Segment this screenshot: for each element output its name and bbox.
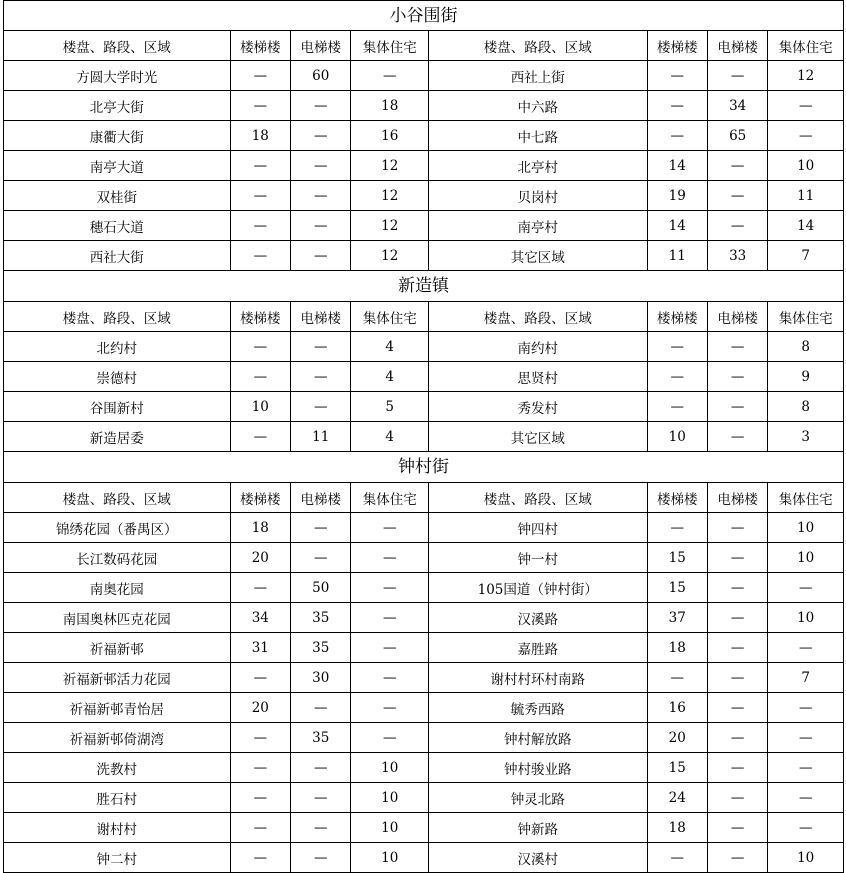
cell-stair-building: —: [230, 813, 290, 843]
cell-collective-housing: —: [351, 603, 429, 633]
cell-elevator-building: 30: [291, 663, 351, 693]
cell-stair-building: —: [230, 422, 290, 452]
cell-elevator-building: —: [291, 513, 351, 543]
cell-stair-building: —: [647, 332, 707, 362]
cell-collective-housing: —: [768, 633, 844, 663]
header-row: [4, 483, 844, 513]
cell-stair-building: —: [647, 362, 707, 392]
cell-elevator-building: —: [707, 362, 767, 392]
cell-collective-housing: 11: [768, 181, 844, 211]
cell-stair-building: 14: [647, 151, 707, 181]
cell-stair-building: —: [230, 573, 290, 603]
cell-stair-building: —: [230, 843, 290, 873]
cell-stair-building: —: [230, 151, 290, 181]
cell-area-name: 双桂街: [4, 181, 231, 211]
column-header-area-name: 楼盘、路段、区域: [4, 483, 231, 513]
table-row: [4, 332, 844, 362]
header-row: [4, 302, 844, 332]
cell-collective-housing: —: [768, 91, 844, 121]
cell-area-name: 钟一村: [429, 543, 648, 573]
cell-collective-housing: 12: [351, 151, 429, 181]
cell-elevator-building: —: [291, 362, 351, 392]
cell-area-name: 汉溪路: [429, 603, 648, 633]
cell-area-name: 方圆大学时光: [4, 61, 231, 91]
cell-stair-building: 37: [647, 603, 707, 633]
cell-stair-building: 10: [230, 392, 290, 422]
cell-stair-building: —: [647, 91, 707, 121]
cell-elevator-building: 33: [707, 241, 767, 271]
cell-elevator-building: 65: [707, 121, 767, 151]
cell-elevator-building: —: [291, 783, 351, 813]
cell-area-name: 思贤村: [429, 362, 648, 392]
cell-collective-housing: 10: [351, 843, 429, 873]
cell-area-name: 钟二村: [4, 843, 231, 873]
cell-collective-housing: —: [768, 783, 844, 813]
cell-elevator-building: —: [707, 603, 767, 633]
column-header-elevator-building: 电梯楼: [291, 31, 351, 61]
cell-area-name: 南亭大道: [4, 151, 231, 181]
cell-collective-housing: 7: [768, 241, 844, 271]
cell-elevator-building: —: [291, 332, 351, 362]
cell-area-name: 贝岗村: [429, 181, 648, 211]
cell-stair-building: 24: [647, 783, 707, 813]
section-table: [3, 482, 844, 873]
cell-collective-housing: —: [768, 723, 844, 753]
cell-stair-building: 31: [230, 633, 290, 663]
cell-area-name: 钟村骏业路: [429, 753, 648, 783]
cell-elevator-building: 35: [291, 723, 351, 753]
cell-stair-building: 15: [647, 753, 707, 783]
cell-collective-housing: 16: [351, 121, 429, 151]
header-row: [4, 31, 844, 61]
cell-collective-housing: —: [768, 813, 844, 843]
column-header-elevator-building: 电梯楼: [291, 483, 351, 513]
cell-elevator-building: —: [291, 693, 351, 723]
cell-collective-housing: 10: [351, 783, 429, 813]
cell-area-name: 105国道（钟村街）: [429, 573, 648, 603]
cell-collective-housing: —: [351, 723, 429, 753]
cell-area-name: 谢村村环村南路: [429, 663, 648, 693]
cell-collective-housing: 4: [351, 362, 429, 392]
cell-collective-housing: 4: [351, 332, 429, 362]
cell-elevator-building: —: [707, 783, 767, 813]
column-header-stair-building: 楼梯楼: [647, 302, 707, 332]
column-header-elevator-building: 电梯楼: [707, 302, 767, 332]
cell-collective-housing: —: [768, 573, 844, 603]
table-row: [4, 663, 844, 693]
cell-collective-housing: 10: [768, 151, 844, 181]
cell-stair-building: 20: [230, 693, 290, 723]
section-title: 小谷围街: [3, 0, 844, 30]
cell-area-name: 南约村: [429, 332, 648, 362]
cell-elevator-building: —: [707, 753, 767, 783]
cell-elevator-building: 60: [291, 61, 351, 91]
cell-collective-housing: 14: [768, 211, 844, 241]
cell-area-name: 祈福新邨倚湖湾: [4, 723, 231, 753]
cell-area-name: 北亭村: [429, 151, 648, 181]
cell-elevator-building: 35: [291, 603, 351, 633]
cell-collective-housing: 12: [768, 61, 844, 91]
column-header-area-name: 楼盘、路段、区域: [429, 483, 648, 513]
cell-elevator-building: —: [291, 211, 351, 241]
cell-stair-building: 18: [647, 813, 707, 843]
cell-stair-building: 18: [230, 121, 290, 151]
cell-stair-building: 18: [230, 513, 290, 543]
cell-collective-housing: —: [351, 61, 429, 91]
cell-elevator-building: 11: [291, 422, 351, 452]
table-row: [4, 843, 844, 873]
cell-collective-housing: 10: [768, 843, 844, 873]
cell-elevator-building: 34: [707, 91, 767, 121]
cell-collective-housing: 18: [351, 91, 429, 121]
cell-elevator-building: —: [707, 693, 767, 723]
cell-stair-building: —: [647, 843, 707, 873]
cell-area-name: 嘉胜路: [429, 633, 648, 663]
cell-stair-building: 15: [647, 573, 707, 603]
cell-elevator-building: —: [707, 663, 767, 693]
cell-area-name: 谷围新村: [4, 392, 231, 422]
cell-collective-housing: —: [768, 693, 844, 723]
column-header-stair-building: 楼梯楼: [230, 31, 290, 61]
table-row: [4, 211, 844, 241]
cell-stair-building: 16: [647, 693, 707, 723]
cell-area-name: 崇德村: [4, 362, 231, 392]
cell-area-name: 新造居委: [4, 422, 231, 452]
table-row: [4, 513, 844, 543]
column-header-collective-housing: 集体住宅: [351, 302, 429, 332]
cell-elevator-building: —: [707, 513, 767, 543]
cell-elevator-building: —: [707, 332, 767, 362]
cell-stair-building: —: [647, 121, 707, 151]
cell-elevator-building: —: [707, 392, 767, 422]
cell-area-name: 祈福新邨青怡居: [4, 693, 231, 723]
column-header-collective-housing: 集体住宅: [351, 483, 429, 513]
column-header-area-name: 楼盘、路段、区域: [4, 31, 231, 61]
column-header-stair-building: 楼梯楼: [230, 483, 290, 513]
cell-elevator-building: 50: [291, 573, 351, 603]
cell-stair-building: 14: [647, 211, 707, 241]
cell-area-name: 毓秀西路: [429, 693, 648, 723]
cell-area-name: 北亭大街: [4, 91, 231, 121]
cell-elevator-building: —: [707, 573, 767, 603]
cell-collective-housing: 5: [351, 392, 429, 422]
cell-collective-housing: —: [351, 513, 429, 543]
cell-elevator-building: —: [707, 422, 767, 452]
table-row: [4, 723, 844, 753]
cell-stair-building: —: [647, 663, 707, 693]
cell-collective-housing: 10: [768, 603, 844, 633]
cell-stair-building: —: [230, 241, 290, 271]
column-header-collective-housing: 集体住宅: [351, 31, 429, 61]
cell-collective-housing: 8: [768, 392, 844, 422]
cell-area-name: 洗教村: [4, 753, 231, 783]
cell-elevator-building: —: [291, 181, 351, 211]
table-row: [4, 121, 844, 151]
cell-area-name: 胜石村: [4, 783, 231, 813]
table-row: [4, 543, 844, 573]
cell-collective-housing: 10: [351, 813, 429, 843]
table-row: [4, 422, 844, 452]
cell-collective-housing: 3: [768, 422, 844, 452]
table-row: [4, 603, 844, 633]
cell-stair-building: 15: [647, 543, 707, 573]
cell-area-name: 穗石大道: [4, 211, 231, 241]
table-row: [4, 753, 844, 783]
cell-area-name: 南奥花园: [4, 573, 231, 603]
table-row: [4, 362, 844, 392]
cell-elevator-building: —: [707, 723, 767, 753]
cell-stair-building: —: [230, 332, 290, 362]
cell-elevator-building: —: [291, 151, 351, 181]
cell-elevator-building: 35: [291, 633, 351, 663]
column-header-stair-building: 楼梯楼: [647, 483, 707, 513]
cell-elevator-building: —: [707, 813, 767, 843]
cell-area-name: 中七路: [429, 121, 648, 151]
cell-stair-building: —: [647, 513, 707, 543]
table-row: [4, 813, 844, 843]
section-title: 新造镇: [3, 271, 844, 301]
cell-elevator-building: —: [291, 843, 351, 873]
cell-stair-building: —: [230, 663, 290, 693]
cell-elevator-building: —: [707, 211, 767, 241]
cell-stair-building: —: [230, 783, 290, 813]
column-header-elevator-building: 电梯楼: [707, 483, 767, 513]
cell-elevator-building: —: [707, 61, 767, 91]
cell-collective-housing: —: [351, 633, 429, 663]
cell-collective-housing: 4: [351, 422, 429, 452]
table-row: [4, 61, 844, 91]
cell-elevator-building: —: [291, 813, 351, 843]
cell-collective-housing: 10: [768, 543, 844, 573]
cell-area-name: 钟村解放路: [429, 723, 648, 753]
cell-area-name: 南亭村: [429, 211, 648, 241]
section-title: 钟村街: [3, 452, 844, 482]
table-row: [4, 783, 844, 813]
cell-stair-building: 20: [647, 723, 707, 753]
housing-table-document: [3, 0, 844, 873]
cell-area-name: 谢村村: [4, 813, 231, 843]
cell-collective-housing: 7: [768, 663, 844, 693]
cell-area-name: 祈福新邨: [4, 633, 231, 663]
cell-area-name: 其它区域: [429, 241, 648, 271]
cell-elevator-building: —: [291, 392, 351, 422]
cell-area-name: 钟灵北路: [429, 783, 648, 813]
cell-area-name: 中六路: [429, 91, 648, 121]
cell-collective-housing: 12: [351, 241, 429, 271]
cell-collective-housing: 12: [351, 211, 429, 241]
table-row: [4, 241, 844, 271]
column-header-collective-housing: 集体住宅: [768, 302, 844, 332]
table-row: [4, 693, 844, 723]
cell-area-name: 长江数码花园: [4, 543, 231, 573]
cell-area-name: 钟新路: [429, 813, 648, 843]
cell-elevator-building: —: [707, 843, 767, 873]
column-header-area-name: 楼盘、路段、区域: [429, 31, 648, 61]
cell-stair-building: 20: [230, 543, 290, 573]
column-header-area-name: 楼盘、路段、区域: [4, 302, 231, 332]
cell-elevator-building: —: [291, 91, 351, 121]
cell-area-name: 祈福新邨活力花园: [4, 663, 231, 693]
cell-stair-building: —: [230, 61, 290, 91]
cell-elevator-building: —: [707, 151, 767, 181]
cell-collective-housing: —: [351, 573, 429, 603]
table-row: [4, 633, 844, 663]
cell-area-name: 南国奥林匹克花园: [4, 603, 231, 633]
table-row: [4, 151, 844, 181]
cell-elevator-building: —: [291, 121, 351, 151]
cell-area-name: 秀发村: [429, 392, 648, 422]
cell-stair-building: 11: [647, 241, 707, 271]
cell-collective-housing: 12: [351, 181, 429, 211]
cell-elevator-building: —: [707, 181, 767, 211]
table-row: [4, 392, 844, 422]
cell-area-name: 西社上街: [429, 61, 648, 91]
cell-elevator-building: —: [291, 241, 351, 271]
cell-collective-housing: —: [768, 121, 844, 151]
column-header-area-name: 楼盘、路段、区域: [429, 302, 648, 332]
column-header-collective-housing: 集体住宅: [768, 483, 844, 513]
cell-collective-housing: —: [351, 543, 429, 573]
cell-stair-building: —: [230, 181, 290, 211]
cell-collective-housing: 9: [768, 362, 844, 392]
cell-stair-building: —: [230, 91, 290, 121]
column-header-elevator-building: 电梯楼: [291, 302, 351, 332]
cell-area-name: 钟四村: [429, 513, 648, 543]
cell-collective-housing: —: [351, 663, 429, 693]
cell-area-name: 北约村: [4, 332, 231, 362]
cell-area-name: 西社大街: [4, 241, 231, 271]
cell-elevator-building: —: [707, 633, 767, 663]
cell-collective-housing: —: [768, 753, 844, 783]
cell-area-name: 康衢大街: [4, 121, 231, 151]
column-header-stair-building: 楼梯楼: [647, 31, 707, 61]
cell-area-name: 汉溪村: [429, 843, 648, 873]
column-header-collective-housing: 集体住宅: [768, 31, 844, 61]
cell-collective-housing: 10: [768, 513, 844, 543]
section-table: [3, 30, 844, 271]
cell-elevator-building: —: [291, 543, 351, 573]
table-row: [4, 573, 844, 603]
cell-area-name: 锦绣花园（番禺区）: [4, 513, 231, 543]
cell-stair-building: —: [230, 362, 290, 392]
column-header-stair-building: 楼梯楼: [230, 302, 290, 332]
cell-stair-building: —: [230, 753, 290, 783]
cell-stair-building: —: [647, 61, 707, 91]
section-table: [3, 301, 844, 452]
table-row: [4, 181, 844, 211]
cell-stair-building: 19: [647, 181, 707, 211]
cell-stair-building: —: [647, 392, 707, 422]
cell-stair-building: 34: [230, 603, 290, 633]
cell-stair-building: —: [230, 723, 290, 753]
cell-stair-building: 10: [647, 422, 707, 452]
column-header-elevator-building: 电梯楼: [707, 31, 767, 61]
cell-elevator-building: —: [707, 543, 767, 573]
table-row: [4, 91, 844, 121]
cell-collective-housing: 8: [768, 332, 844, 362]
cell-area-name: 其它区域: [429, 422, 648, 452]
cell-collective-housing: 10: [351, 753, 429, 783]
cell-collective-housing: —: [351, 693, 429, 723]
cell-stair-building: 18: [647, 633, 707, 663]
cell-elevator-building: —: [291, 753, 351, 783]
cell-stair-building: —: [230, 211, 290, 241]
